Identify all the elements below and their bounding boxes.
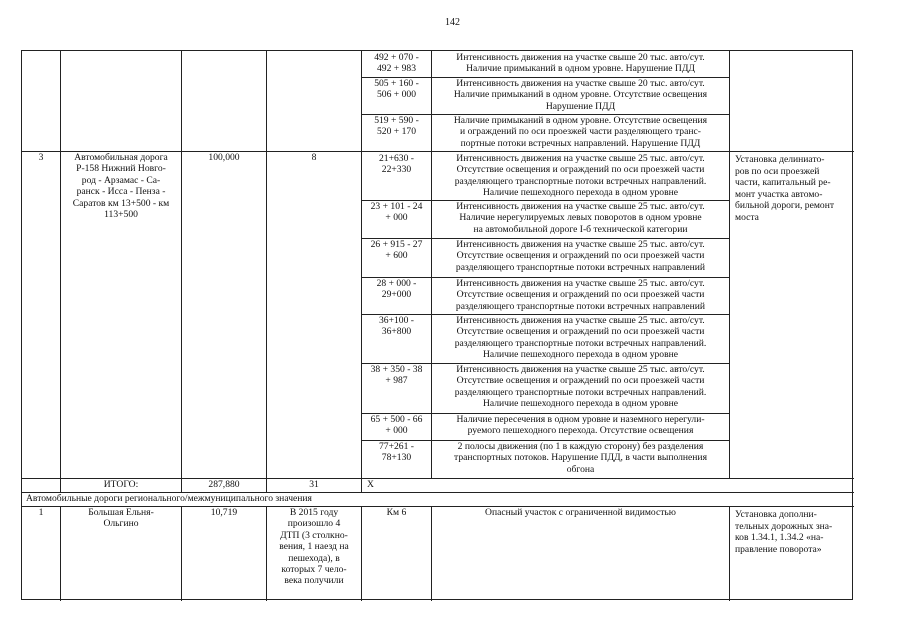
road-name: Большая Ельня- Ольгино [88, 507, 154, 530]
segment-km: 505 + 160 - 506 + 000 [374, 78, 419, 101]
segment-km: 492 + 070 - 492 + 983 [374, 52, 419, 75]
segment-km: 23 + 101 - 24 + 000 [370, 201, 423, 224]
segment-description: Интенсивность движения на участке свыше 25 тыс. авто/сут. Наличие нерегулируемых левых поворотов в одном уровне на автомобильной дороге I-б технической категории [456, 201, 705, 235]
segment-description: Интенсивность движения на участке свыше 20 тыс. авто/сут. Наличие примыканий в одном уровне. Отсутствие освещения Нарушение ПДД [453, 78, 708, 112]
total-label: ИТОГО: [103, 479, 139, 490]
segment-km: 38 + 350 - 38 + 987 [370, 364, 423, 387]
segment-km: 21+630 - 22+330 [379, 153, 414, 176]
row-number: 1 [38, 507, 44, 518]
segment-km: 26 + 915 - 27 + 600 [370, 239, 423, 262]
total-count: 31 [309, 479, 319, 490]
total-mark: X [367, 479, 374, 490]
segment-km: Км 6 [386, 507, 407, 518]
segment-description: Наличие примыканий в одном уровне. Отсутствие освещения и ограждений по оси проезжей части разделяющего транс- портные потоки встречных направлений. Нарушение ПДД [453, 115, 708, 149]
road-safety-table [21, 50, 853, 600]
total-length: 287,880 [208, 479, 240, 490]
section-heading: Автомобильные дороги регионального/межмуниципального значения [26, 493, 312, 504]
recommendation: Установка делиниато- ров по оси проезжей части, капитальный ре- монт участка автомо- бильной дороги, ремонт моста [735, 154, 835, 223]
road-name: Автомобильная дорога Р-158 Нижний Новго- род - Арзамас - Са- ранск - Исса - Пенза - Саратов км 13+500 - км 113+500 [72, 152, 170, 221]
segment-description: Интенсивность движения на участке свыше 25 тыс. авто/сут. Отсутствие освещения и ограждений по оси проезжей части разделяющего транспортные потоки встречных направлений. Наличие пешеходного перехода в одном уровне [454, 315, 707, 361]
segment-km: 36+100 - 36+800 [379, 315, 414, 338]
segment-km: 28 + 000 - 29+000 [376, 278, 417, 301]
segment-km: 65 + 500 - 66 + 000 [370, 414, 423, 437]
segment-description: 2 полосы движения (по 1 в каждую сторону) без разделения транспортных потоков. Нарушение ПДД, в части выполнения обгона [454, 441, 707, 475]
segment-description: Интенсивность движения на участке свыше 25 тыс. авто/сут. Отсутствие освещения и ограждений по оси проезжей части разделяющего транспортные потоки встречных направлений [455, 278, 706, 312]
accident-summary: В 2015 году произошло 4 ДТП (3 столкно- вения, 1 наезд на пешехода), в которых 7 чело- века получили [279, 507, 349, 587]
segment-description: Интенсивность движения на участке свыше 20 тыс. авто/сут. Наличие примыканий в одном уровне. Нарушение ПДД [456, 52, 705, 75]
segment-description: Наличие пересечения в одном уровне и наземного нерегули- руемого пешеходного перехода. Отсутствие освещения [456, 414, 705, 437]
road-length: 10,719 [210, 507, 238, 518]
page-number: 142 [445, 17, 460, 28]
accident-count: 8 [311, 152, 317, 163]
road-length: 100,000 [208, 152, 240, 163]
segment-description: Интенсивность движения на участке свыше 25 тыс. авто/сут. Отсутствие освещения и ограждений по оси проезжей части разделяющего транспортные потоки встречных направлений. Наличие пешеходного перехода в одном уровне [454, 153, 707, 199]
row-number: 3 [38, 152, 44, 163]
segment-km: 519 + 590 - 520 + 170 [374, 115, 419, 138]
segment-km: 77+261 - 78+130 [379, 441, 414, 464]
segment-description: Опасный участок с ограниченной видимостью [485, 507, 676, 518]
segment-description: Интенсивность движения на участке свыше 25 тыс. авто/сут. Отсутствие освещения и ограждений по оси проезжей части разделяющего транспортные потоки встречных направлений [455, 239, 706, 273]
recommendation: Установка дополни- тельных дорожных зна- ков 1.34.1, 1.34.2 «на- правление поворота» [735, 509, 833, 555]
segment-description: Интенсивность движения на участке свыше 25 тыс. авто/сут. Отсутствие освещения и ограждений по оси проезжей части разделяющего транспортные потоки встречных направлений. Наличие пешеходного перехода в одном уровне [454, 364, 707, 410]
